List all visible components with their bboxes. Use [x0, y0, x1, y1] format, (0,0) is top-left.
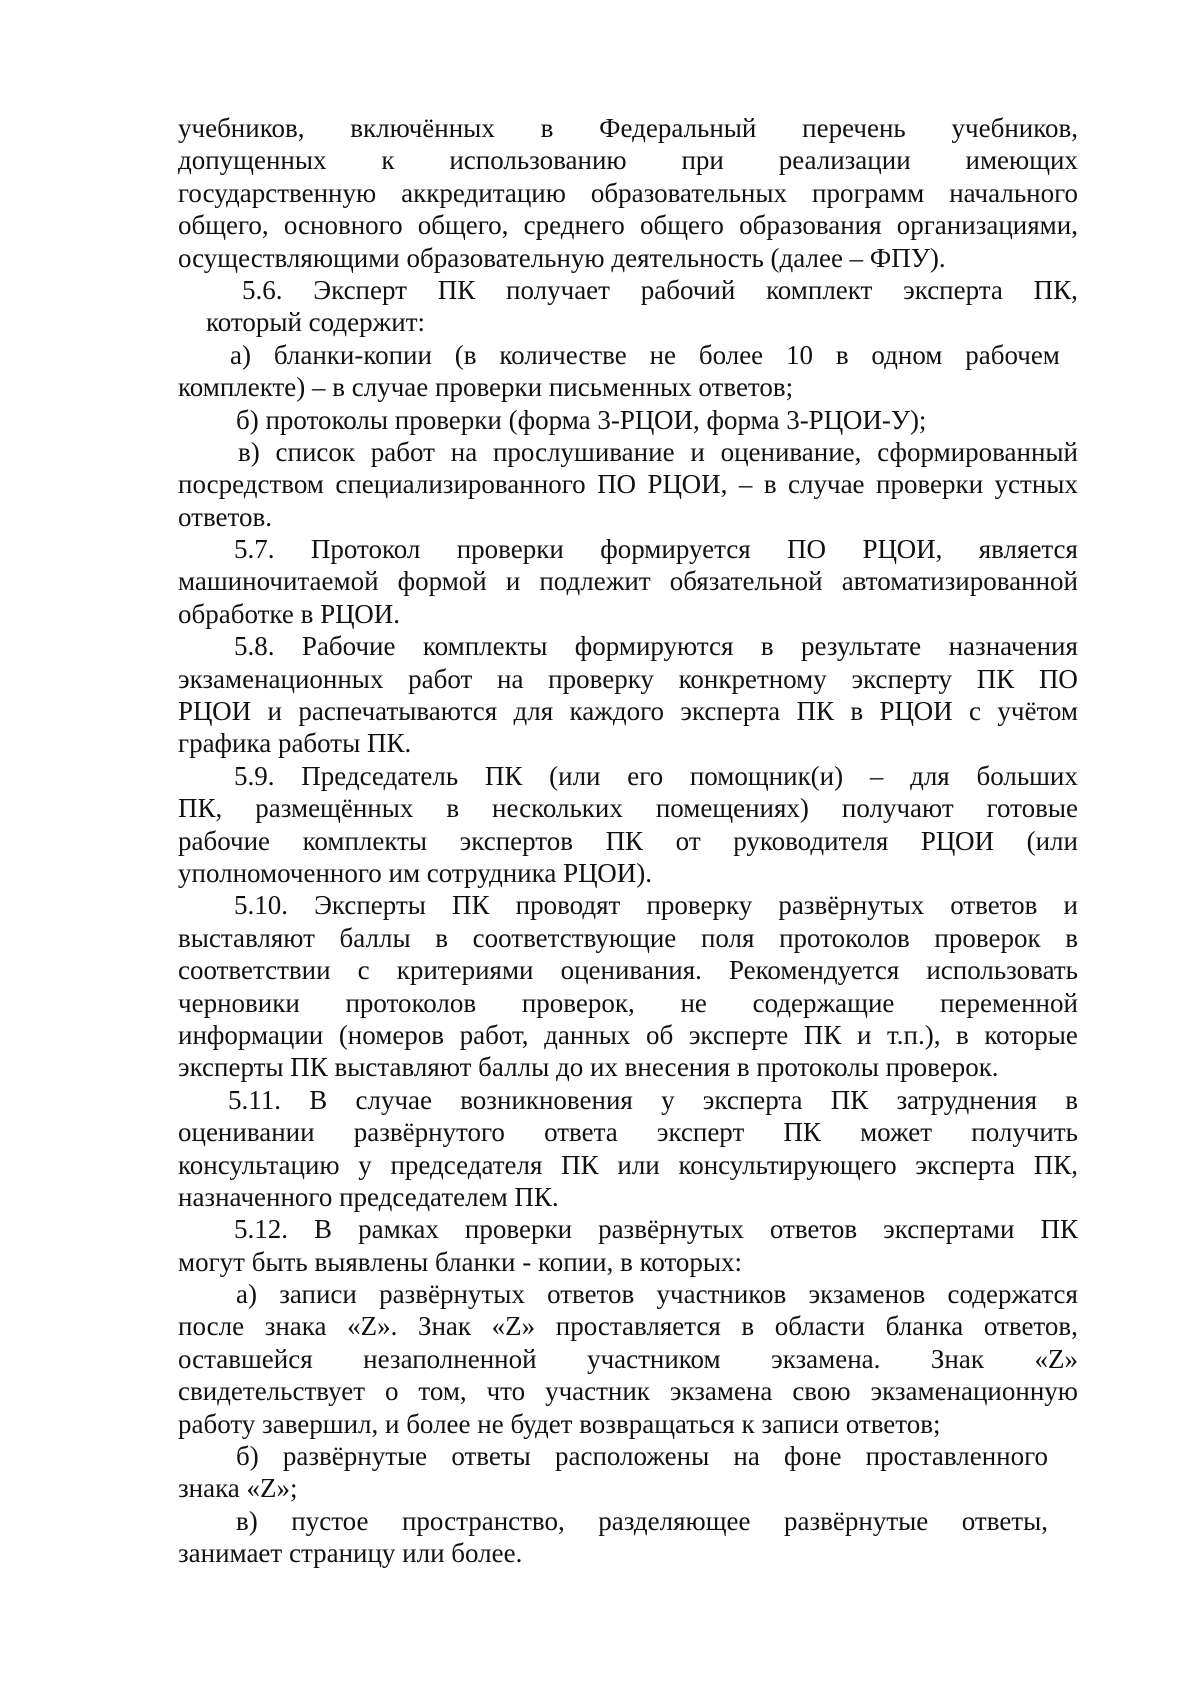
word: переменной — [940, 987, 1078, 1018]
word: экспертами — [883, 1214, 1015, 1245]
word: больших — [976, 760, 1078, 791]
word: ПК — [484, 760, 523, 791]
word: проверки — [456, 534, 564, 565]
text-line — [178, 792, 1078, 824]
word: (или — [549, 760, 601, 791]
text-line: занимает страницу или более. — [178, 1538, 523, 1569]
word: одном — [871, 339, 943, 370]
word: ПК — [783, 1117, 821, 1148]
word: у — [661, 1084, 675, 1115]
word: ответа — [544, 1117, 618, 1148]
word: результате — [800, 631, 922, 662]
text-line: б) протоколы проверки (форма 3-РЦОИ, форма 3-РЦОИ-У); — [236, 404, 927, 435]
word: председателя — [390, 1149, 543, 1180]
word: не — [680, 987, 707, 1018]
text-line — [178, 1149, 1078, 1181]
word: основного — [283, 210, 403, 241]
word: содержащие — [752, 987, 895, 1018]
word: помещениях) — [655, 793, 809, 824]
word: обязательной — [669, 566, 823, 597]
text-line — [178, 825, 1078, 857]
text-line — [178, 663, 1078, 695]
word: ответов, — [983, 1311, 1078, 1342]
word: ПК — [803, 1019, 842, 1050]
text-line — [178, 144, 1078, 176]
word: на — [497, 663, 524, 694]
word: (в — [454, 339, 477, 370]
word: оценивание, — [720, 436, 862, 467]
text-line — [238, 436, 1078, 468]
text-line — [178, 468, 1078, 500]
word: записи — [279, 1279, 357, 1310]
word: (номеров — [338, 1019, 445, 1050]
word: размещённых — [255, 793, 414, 824]
text-line — [178, 922, 1078, 954]
word: экзаменационную — [870, 1376, 1078, 1407]
word: случае — [355, 1084, 432, 1115]
word: в — [446, 793, 460, 824]
word: с — [969, 696, 982, 727]
word: учебников, — [178, 113, 305, 143]
word: прослушивание — [492, 436, 675, 467]
word: имеющих — [965, 145, 1078, 176]
word: общего, — [417, 210, 509, 241]
text-line — [230, 339, 1060, 371]
word: готовые — [986, 793, 1078, 824]
word: 5.10. — [234, 890, 288, 921]
word: Председатель — [301, 760, 459, 791]
word: – — [869, 760, 884, 791]
word: Федеральный — [599, 113, 757, 143]
word: эксперта — [680, 696, 781, 727]
word: в — [1065, 922, 1078, 953]
word: в — [835, 339, 849, 370]
word: ПК — [796, 696, 834, 727]
text-line: обработке в РЦОИ. — [178, 598, 400, 629]
text-line — [234, 533, 1078, 565]
word: знака — [264, 1311, 327, 1342]
word: комплекты — [422, 631, 548, 662]
word: для — [513, 696, 554, 727]
word: РЦОИ — [879, 696, 953, 727]
word: содержатся — [947, 1279, 1078, 1310]
word: пустое — [291, 1505, 369, 1536]
word: эксперта — [915, 1149, 1016, 1180]
word: ПК — [1040, 1214, 1078, 1245]
word: подлежит — [539, 566, 651, 597]
word: в — [1065, 1084, 1078, 1115]
text-line: назначенного председателем ПК. — [178, 1181, 559, 1212]
word: программ — [812, 177, 925, 208]
word: протоколов — [345, 987, 477, 1018]
word: и — [856, 1019, 872, 1050]
word: каждого — [569, 696, 665, 727]
word: поля — [700, 922, 755, 953]
word: экзаменационных — [178, 663, 384, 694]
word: проставленного — [865, 1441, 1048, 1472]
word: ПО — [787, 534, 827, 565]
word: консультацию — [178, 1149, 340, 1180]
word: количестве — [499, 339, 627, 370]
word: эксперта — [903, 274, 1003, 305]
word: 5.12. — [234, 1214, 288, 1245]
word: РЦОИ, — [647, 469, 728, 500]
word: 5.8. — [234, 631, 275, 662]
word: комплекты — [302, 825, 428, 856]
word: в — [850, 696, 864, 727]
word: организациями, — [896, 210, 1078, 241]
word: ПК, — [1033, 274, 1078, 305]
text-line — [178, 112, 1078, 144]
word: развёрнутых — [598, 1214, 744, 1245]
word: фоне — [784, 1441, 842, 1472]
text-line — [242, 274, 1078, 306]
word: выставляют — [178, 922, 315, 953]
word: критериями — [396, 955, 534, 986]
word: В — [314, 1214, 333, 1245]
text-line — [178, 177, 1078, 209]
word: и — [267, 696, 282, 727]
word: 5.7. — [234, 534, 275, 565]
word: к — [381, 145, 395, 176]
word: баллы — [339, 922, 411, 953]
word: б) — [236, 1441, 259, 1472]
word: 5.9. — [234, 760, 275, 791]
text-line — [178, 987, 1078, 1019]
word: Рабочие — [301, 631, 396, 662]
word: получает — [506, 274, 610, 305]
word: ПО — [597, 469, 637, 500]
word: Знак — [930, 1343, 984, 1374]
word: и — [690, 436, 705, 467]
word: Протокол — [310, 534, 421, 565]
word: оценивании — [178, 1117, 315, 1148]
word: проверок — [934, 922, 1041, 953]
word: получить — [971, 1117, 1078, 1148]
text-line — [234, 1213, 1078, 1245]
word: экспертов — [459, 825, 573, 856]
word: рабочем — [965, 339, 1060, 370]
text-line — [178, 954, 1078, 986]
word: разделяющее — [598, 1505, 751, 1536]
text-line: осуществляющими образовательную деятельность (далее – ФПУ). — [178, 242, 946, 273]
word: ПК, — [178, 793, 223, 824]
word: проверок, — [521, 987, 635, 1018]
word: которые — [984, 1019, 1078, 1050]
text-line — [178, 1310, 1078, 1342]
word: Рекомендуется — [728, 955, 900, 986]
word: для — [910, 760, 950, 791]
word: РЦОИ — [178, 696, 252, 727]
word: развёрнутые — [282, 1441, 428, 1472]
word: аккредитацию — [401, 177, 566, 208]
text-line — [236, 1505, 1048, 1537]
word: ПК, — [1033, 1149, 1078, 1180]
word: В — [309, 1084, 328, 1115]
text-line: работу завершил, и более не будет возвращаться к записи ответов; — [178, 1408, 941, 1439]
text-line: комплекте) – в случае проверки письменных ответов; — [178, 372, 794, 403]
word: использованию — [449, 145, 627, 176]
word: ПК — [976, 663, 1015, 694]
word: общего — [640, 210, 724, 241]
word: том, — [418, 1376, 467, 1407]
text-line: который содержит: — [206, 307, 426, 338]
word: среднего — [523, 210, 625, 241]
word: в — [760, 631, 774, 662]
word: его — [627, 760, 664, 791]
word: устных — [994, 469, 1078, 500]
word: «Z». — [347, 1311, 398, 1342]
word: или — [617, 1149, 660, 1180]
word: экзаменов — [808, 1279, 926, 1310]
word: в — [540, 113, 554, 143]
word: рабочие — [178, 825, 271, 856]
word: 10 — [786, 339, 813, 370]
word: РЦОИ — [920, 825, 995, 856]
document-body — [178, 112, 1078, 1570]
word: работ — [370, 436, 435, 467]
word: т.п.), — [886, 1019, 941, 1050]
word: государственную — [178, 177, 377, 208]
word: является — [978, 534, 1078, 565]
word: а) — [230, 339, 251, 370]
word: ответов — [547, 1279, 635, 1310]
text-line — [234, 630, 1078, 662]
word: соответствии — [178, 955, 331, 986]
word: незаполненной — [363, 1343, 537, 1374]
word: черновики — [178, 987, 300, 1018]
word: формой — [397, 566, 487, 597]
word: на — [733, 1441, 760, 1472]
word: бланка — [885, 1311, 964, 1342]
word: включённых — [350, 113, 495, 143]
text-line: ответов. — [178, 501, 272, 532]
word: случае — [788, 469, 865, 500]
text-line: знака «Z»; — [178, 1473, 298, 1504]
word: оценивания. — [560, 955, 702, 986]
word: работ — [408, 663, 473, 694]
text-line — [236, 1278, 1078, 1310]
word: соответствующие — [472, 922, 677, 953]
word: и — [1063, 890, 1078, 921]
text-line — [178, 565, 1078, 597]
word: свою — [792, 1376, 851, 1407]
word: РЦОИ, — [862, 534, 943, 565]
word: об — [646, 1019, 674, 1050]
word: ПК — [561, 1149, 599, 1180]
word: эксперте — [688, 1019, 789, 1050]
word: эксперт — [656, 1117, 745, 1148]
text-line: могут быть выявлены бланки - копии, в которых: — [178, 1246, 743, 1277]
word: при — [681, 145, 724, 176]
word: использовать — [926, 955, 1078, 986]
text-line — [178, 1116, 1078, 1148]
word: сформированный — [877, 436, 1078, 467]
text-line — [178, 1343, 1078, 1375]
word: начального — [949, 177, 1078, 208]
text-line — [178, 695, 1078, 727]
word: помощник(и) — [689, 760, 844, 791]
word: «Z» — [491, 1311, 536, 1342]
word: проставляется — [555, 1311, 721, 1342]
word: (или — [1026, 825, 1078, 856]
word: ПК — [437, 274, 476, 305]
word: формируется — [600, 534, 751, 565]
word: бланки-копии — [273, 339, 432, 370]
word: в — [435, 922, 448, 953]
word: данных — [544, 1019, 631, 1050]
word: ответов — [950, 890, 1038, 921]
word: Эксперт — [313, 274, 407, 305]
word: Эксперты — [314, 890, 426, 921]
word: ПК — [452, 890, 490, 921]
text-line — [234, 760, 1078, 792]
word: реализации — [778, 145, 911, 176]
word: назначения — [948, 631, 1078, 662]
word: информации — [178, 1019, 324, 1050]
word: развёрнутых — [379, 1279, 525, 1310]
word: участником — [587, 1343, 721, 1374]
word: комплект — [766, 274, 873, 305]
word: машиночитаемой — [178, 566, 379, 597]
word: руководителя — [733, 825, 889, 856]
word: оставшейся — [178, 1343, 313, 1374]
text-line: эксперты ПК выставляют баллы до их внесения в протоколы проверок. — [178, 1052, 999, 1083]
word: не — [649, 339, 677, 370]
word: развёрнутые — [784, 1505, 929, 1536]
word: протоколов — [779, 922, 910, 953]
word: конкретному — [678, 663, 827, 694]
word: проверку — [548, 663, 654, 694]
word: и — [505, 566, 521, 597]
word: о — [384, 1376, 399, 1407]
text-line: графика работы ПК. — [178, 728, 412, 759]
word: после — [178, 1311, 245, 1342]
word: образования — [739, 210, 882, 241]
word: эксперту — [851, 663, 953, 694]
word: может — [860, 1117, 933, 1148]
text-line: уполномоченного им сотрудника РЦОИ). — [178, 857, 652, 888]
word: проводят — [515, 890, 621, 921]
word: в) — [236, 1505, 258, 1536]
word: специализированного — [335, 469, 586, 500]
word: ПК — [830, 1084, 869, 1115]
word: расположены — [554, 1441, 710, 1472]
word: работ, — [459, 1019, 529, 1050]
word: области — [774, 1311, 866, 1342]
word: развёрнутого — [353, 1117, 505, 1148]
word: посредством — [178, 469, 324, 500]
text-line — [178, 1375, 1078, 1407]
word: консультирующего — [678, 1149, 897, 1180]
text-line — [236, 1440, 1048, 1472]
word: участник — [545, 1376, 650, 1407]
word: затруднения — [896, 1084, 1038, 1115]
word: ответов — [769, 1214, 858, 1245]
word: а) — [236, 1279, 257, 1310]
word: проверки — [876, 469, 984, 500]
word: проверки — [464, 1214, 573, 1245]
word: развёрнутых — [778, 890, 925, 921]
word: ответы, — [961, 1505, 1048, 1536]
word: учётом — [997, 696, 1078, 727]
word: рамках — [358, 1214, 439, 1245]
word: в) — [238, 436, 260, 467]
word: 5.6. — [242, 274, 283, 305]
word: общего, — [178, 210, 269, 241]
word: распечатываются — [298, 696, 498, 727]
word: у — [358, 1149, 372, 1180]
word: пространство, — [401, 1505, 565, 1536]
word: список — [275, 436, 356, 467]
text-line — [178, 1019, 1078, 1051]
word: – — [738, 469, 753, 500]
word: учебников, — [951, 113, 1078, 143]
word: в — [763, 469, 777, 500]
word: ответы — [451, 1441, 531, 1472]
word: «Z» — [1034, 1343, 1078, 1374]
word: автоматизированной — [841, 566, 1078, 597]
word: в — [956, 1019, 969, 1050]
word: на — [450, 436, 478, 467]
word: формируются — [574, 631, 734, 662]
word: проверку — [646, 890, 753, 921]
word: свидетельствует — [178, 1376, 366, 1407]
word: Знак — [417, 1311, 472, 1342]
word: участников — [656, 1279, 787, 1310]
text-line — [178, 209, 1078, 241]
word: с — [357, 955, 370, 986]
text-line — [234, 889, 1078, 921]
word: 5.11. — [228, 1084, 281, 1115]
word: перечень — [802, 113, 906, 143]
word: экзамена. — [771, 1343, 881, 1374]
word: эксперта — [702, 1084, 803, 1115]
word: экзамена — [669, 1376, 773, 1407]
word: ПО — [1038, 663, 1078, 694]
text-line — [228, 1084, 1078, 1116]
word: от — [675, 825, 701, 856]
word: допущенных — [178, 145, 327, 176]
word: рабочий — [640, 274, 736, 305]
word: возникновения — [460, 1084, 633, 1115]
word: что — [486, 1376, 526, 1407]
word: в — [741, 1311, 755, 1342]
word: более — [698, 339, 764, 370]
word: образовательных — [590, 177, 787, 208]
word: получают — [841, 793, 954, 824]
word: ПК — [605, 825, 644, 856]
word: нескольких — [492, 793, 623, 824]
